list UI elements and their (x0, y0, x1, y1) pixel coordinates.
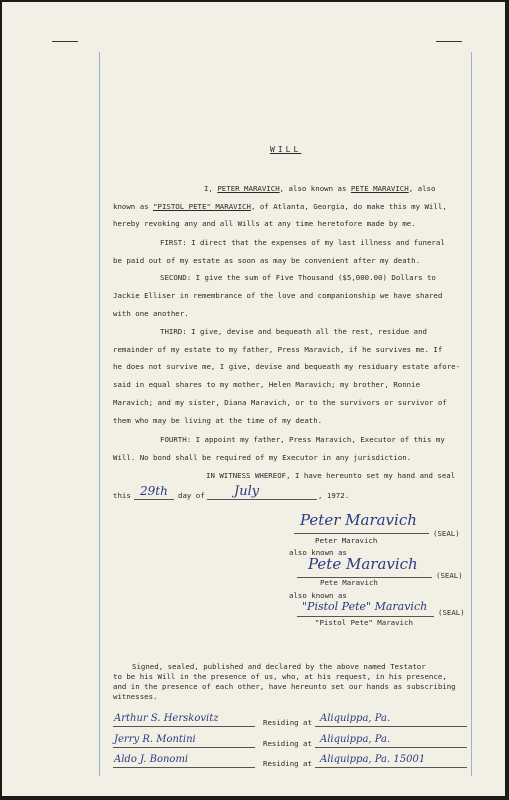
third-line-1: THIRD: I give, devise and bequeath all the rest, residue and (160, 327, 427, 336)
witness-clause: IN WITNESS WHEREOF, I have hereunto set my hand and seal (206, 471, 456, 480)
signature-2-seal: (SEAL) (436, 571, 463, 580)
witness-3-residing: Residing at (263, 759, 312, 768)
top-right-dash (436, 41, 462, 42)
witness-2-residing: Residing at (263, 739, 312, 748)
witness-2-signature: Jerry R. Montini (114, 734, 196, 745)
intro-known-as: known as (113, 202, 149, 211)
signature-1-printed: Peter Maravich (315, 536, 378, 545)
month-handwritten: July (234, 484, 260, 499)
signature-3-prefix: also known as (289, 591, 347, 600)
signature-3-rule (297, 616, 434, 617)
witness-2-place: Aliquippa, Pa. (320, 734, 391, 745)
witness-1-place-rule (315, 726, 467, 727)
name-pete: PETE MARAVICH (350, 184, 409, 193)
attestation-line-1: Signed, sealed, published and declared by the above named Testator (132, 662, 426, 671)
intro-line-1 (204, 184, 435, 193)
second-line-1: SECOND: I give the sum of Five Thousand ($5,000.00) Dollars to (160, 273, 436, 282)
right-margin-rule (471, 52, 472, 776)
signature-1-rule (294, 533, 429, 534)
signature-1-handwritten: Peter Maravich (300, 511, 417, 529)
signature-1-seal: (SEAL) (433, 529, 460, 538)
attestation-line-2: to be his Will in the presence of us, who, at his request, in his presence, (113, 672, 447, 681)
witness-3-name-rule (113, 767, 255, 768)
third-line-6: them who may be living at the time of my death. (113, 416, 323, 425)
witness-1-signature: Arthur S. Herskovitz (114, 713, 219, 724)
second-line-2: Jackie Elliser in remembrance of the love and companionship we have shared (113, 291, 443, 300)
month-rule (207, 499, 317, 500)
witness-3-place: Aliquippa, Pa. 15001 (320, 754, 426, 765)
name-peter: PETER MARAVICH (217, 184, 280, 193)
witness-1-place: Aliquippa, Pa. (320, 713, 391, 724)
third-line-2: remainder of my estate to my father, Press Maravich, if he survives me. If (113, 345, 443, 354)
day-of-word: day of (178, 491, 205, 500)
third-line-4: said in equal shares to my mother, Helen Maravich; my brother, Ronnie (113, 380, 421, 389)
left-margin-rule (99, 52, 100, 776)
intro-line-2 (113, 202, 447, 211)
day-rule (134, 499, 174, 500)
witness-3-signature: Aldo J. Bonomi (114, 754, 189, 765)
this-word: this (113, 491, 131, 500)
day-handwritten: 29th (140, 484, 168, 498)
signature-3-seal: (SEAL) (438, 608, 465, 617)
first-line-2: be paid out of my estate as soon as may be convenient after my death. (113, 256, 421, 265)
first-line-1: FIRST: I direct that the expenses of my last illness and funeral (160, 238, 445, 247)
signature-2-printed: Pete Maravich (320, 578, 378, 587)
intro-pre: I, (204, 184, 213, 193)
witness-3-place-rule (315, 767, 467, 768)
name-pistol-pete: "PISTOL PETE" MARAVICH (153, 202, 251, 211)
intro-line-3: hereby revoking any and all Wills at any time heretofore made by me. (113, 219, 416, 228)
year-text: , 1972. (318, 491, 350, 500)
top-left-dash (52, 41, 78, 42)
signature-3-handwritten: "Pistol Pete" Maravich (302, 600, 428, 613)
witness-1-residing: Residing at (263, 718, 312, 727)
intro-mid-1: , also known as (279, 184, 347, 193)
intro-mid-2: , also (408, 184, 436, 193)
witness-1-name-rule (113, 726, 255, 727)
signature-2-handwritten: Pete Maravich (308, 555, 418, 573)
signature-3-printed: "Pistol Pete" Maravich (315, 618, 413, 627)
second-line-3: with one another. (113, 309, 189, 318)
attestation-line-4: witnesses. (113, 692, 158, 701)
third-line-3: he does not survive me, I give, devise and bequeath my residuary estate afore- (113, 362, 461, 371)
fourth-line-1: FOURTH: I appoint my father, Press Maravich, Executor of this my (160, 435, 445, 444)
fourth-line-2: Will. No bond shall be required of my Executor in any jurisdiction. (113, 453, 412, 462)
third-line-5: Maravich; and my sister, Diana Maravich, or to the survivors or survivor of (113, 398, 447, 407)
document-title: WILL (270, 145, 302, 154)
intro-line-2-post: , of Atlanta, Georgia, do make this my Will, (250, 202, 447, 211)
witness-2-place-rule (315, 747, 467, 748)
attestation-line-3: and in the presence of each other, have hereunto set our hands as subscribing (113, 682, 456, 691)
signature-2-prefix: also known as (289, 548, 347, 557)
will-document (2, 2, 505, 796)
witness-2-name-rule (113, 747, 255, 748)
